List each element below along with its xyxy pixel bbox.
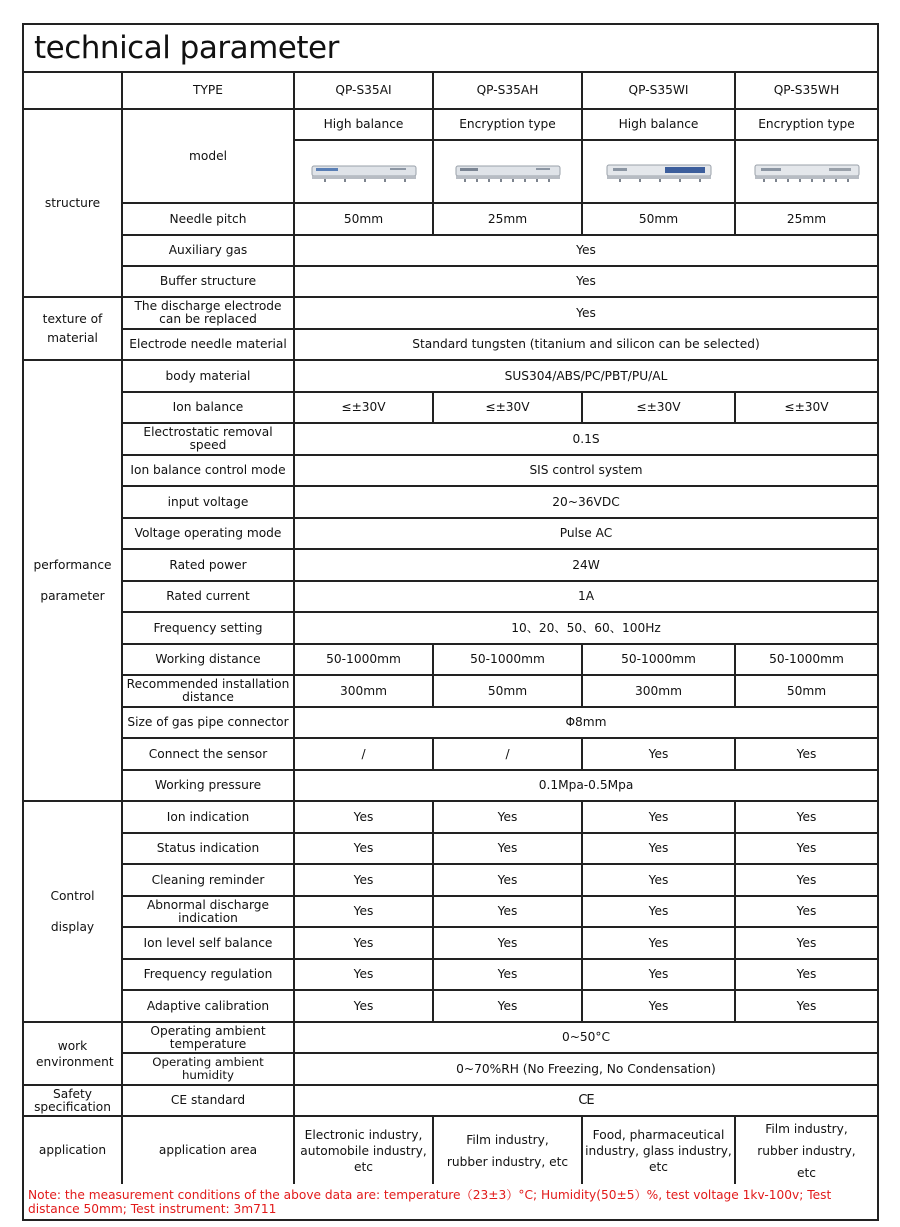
cell-value: / — [294, 738, 433, 770]
table-row — [24, 1022, 877, 1053]
cell-value: ≤±30V — [582, 392, 735, 423]
row-label-model: model — [122, 109, 294, 203]
row-label: The discharge electrode can be replaced — [122, 297, 294, 329]
table-row — [24, 235, 877, 266]
cell-value: Film industry, rubber industry, etc — [735, 1116, 877, 1184]
cell-value: Yes — [433, 833, 582, 864]
table-row — [24, 990, 877, 1022]
table-row — [24, 266, 877, 297]
row-label: Adaptive calibration — [122, 990, 294, 1022]
cell-value: Yes — [294, 896, 433, 927]
cell-value: High balance — [294, 109, 433, 140]
row-label: Size of gas pipe connector — [122, 707, 294, 738]
row-label: Electrostatic removal speed — [122, 423, 294, 455]
row-label: Connect the sensor — [122, 738, 294, 770]
cell-value: 50mm — [735, 675, 877, 707]
row-label: Working pressure — [122, 770, 294, 801]
cell-value: Standard tungsten (titanium and silicon can be selected) — [294, 329, 877, 360]
cell-value: Yes — [582, 927, 735, 959]
category-safety: Safety specification — [24, 1085, 122, 1116]
header-model-3: QP-S35WI — [582, 73, 735, 109]
category-structure: structure — [24, 109, 122, 297]
table-row — [24, 927, 877, 959]
measurement-note: Note: the measurement conditions of the above data are: temperature（23±3）°C; Humidity(50±5）%, test voltage 1kv-100v; Test distance 50mm; Test instrument: 3m711 — [28, 1188, 832, 1216]
ionizer-bar-image — [310, 161, 418, 183]
cell-value: Yes — [582, 833, 735, 864]
table-row — [24, 581, 877, 612]
category-performance: performance parameter — [24, 360, 122, 801]
category-application: application — [24, 1116, 122, 1184]
spec-sheet — [22, 23, 879, 1221]
cell-value: Yes — [294, 297, 877, 329]
cell-value: 300mm — [582, 675, 735, 707]
table-row — [24, 801, 877, 833]
cell-value: Yes — [735, 738, 877, 770]
table-row — [24, 1053, 877, 1085]
cell-value: Yes — [582, 801, 735, 833]
row-label: Auxiliary gas — [122, 235, 294, 266]
cell-value: SUS304/ABS/PC/PBT/PU/AL — [294, 360, 877, 392]
table-row — [24, 455, 877, 486]
table-row — [24, 297, 877, 329]
row-label: body material — [122, 360, 294, 392]
header-model-4: QP-S35WH — [735, 73, 877, 109]
row-label: Working distance — [122, 644, 294, 675]
cell-value: Pulse AC — [294, 518, 877, 549]
cell-value: Yes — [294, 927, 433, 959]
cell-value: Yes — [433, 864, 582, 896]
cell-value: 25mm — [433, 203, 582, 235]
cell-value: Yes — [582, 990, 735, 1022]
row-label: Rated power — [122, 549, 294, 581]
ionizer-bar-image — [454, 161, 562, 183]
product-image-cell — [582, 140, 735, 203]
cell-value: Yes — [294, 833, 433, 864]
table-row — [24, 486, 877, 518]
row-label: Recommended installation distance — [122, 675, 294, 707]
cell-value: ≤±30V — [735, 392, 877, 423]
table-row — [24, 864, 877, 896]
row-label: Voltage operating mode — [122, 518, 294, 549]
cell-value: 10、20、50、60、100Hz — [294, 612, 877, 644]
table-row — [24, 1085, 877, 1116]
cell-value: Yes — [735, 990, 877, 1022]
cell-value: Yes — [433, 959, 582, 990]
table-row — [24, 329, 877, 360]
cell-value: SIS control system — [294, 455, 877, 486]
row-label: Status indication — [122, 833, 294, 864]
row-label: Buffer structure — [122, 266, 294, 297]
cell-value: 0.1S — [294, 423, 877, 455]
cell-value: 50mm — [582, 203, 735, 235]
table-header-row — [24, 73, 877, 109]
cell-value: Yes — [582, 864, 735, 896]
ionizer-bar-image — [605, 161, 713, 183]
cell-value: Encryption type — [735, 109, 877, 140]
cell-value: High balance — [582, 109, 735, 140]
cell-value: 24W — [294, 549, 877, 581]
cell-value: Yes — [735, 833, 877, 864]
cell-value: Yes — [582, 738, 735, 770]
table-row — [24, 738, 877, 770]
cell-value: Φ8mm — [294, 707, 877, 738]
row-label: CE standard — [122, 1085, 294, 1116]
table-row — [24, 707, 877, 738]
cell-value: 0.1Mpa-0.5Mpa — [294, 770, 877, 801]
page-title: technical parameter — [24, 25, 877, 73]
ce-mark: CE — [294, 1085, 877, 1116]
cell-value: 0~50°C — [294, 1022, 877, 1053]
header-model-2: QP-S35AH — [433, 73, 582, 109]
header-model-1: QP-S35AI — [294, 73, 433, 109]
cell-value: Yes — [294, 990, 433, 1022]
table-row — [24, 612, 877, 644]
row-label: Abnormal discharge indication — [122, 896, 294, 927]
table-row — [24, 392, 877, 423]
table-row — [24, 675, 877, 707]
table-row — [24, 360, 877, 392]
row-label: Operating ambient humidity — [122, 1053, 294, 1085]
spec-table — [24, 73, 877, 1184]
row-label: input voltage — [122, 486, 294, 518]
cell-value: 0~70%RH (No Freezing, No Condensation) — [294, 1053, 877, 1085]
cell-value: 300mm — [294, 675, 433, 707]
product-image-cell — [735, 140, 877, 203]
table-row — [24, 203, 877, 235]
cell-value: 50-1000mm — [735, 644, 877, 675]
row-label: Operating ambient temperature — [122, 1022, 294, 1053]
table-row — [24, 644, 877, 675]
ionizer-bar-image — [753, 161, 861, 183]
table-row — [24, 549, 877, 581]
cell-value: 1A — [294, 581, 877, 612]
table-row — [24, 770, 877, 801]
cell-value: Yes — [735, 959, 877, 990]
product-image-cell — [294, 140, 433, 203]
row-label: Ion indication — [122, 801, 294, 833]
header-type-label: TYPE — [122, 73, 294, 109]
cell-value: 50mm — [294, 203, 433, 235]
cell-value: 50-1000mm — [582, 644, 735, 675]
row-label: Electrode needle material — [122, 329, 294, 360]
cell-value: 20~36VDC — [294, 486, 877, 518]
cell-value: Film industry, rubber industry, etc — [433, 1116, 582, 1184]
table-row — [24, 959, 877, 990]
cell-value: Encryption type — [433, 109, 582, 140]
cell-value: / — [433, 738, 582, 770]
category-texture: texture of material — [24, 297, 122, 360]
row-label: Ion balance control mode — [122, 455, 294, 486]
row-label: Frequency regulation — [122, 959, 294, 990]
table-row — [24, 1116, 877, 1184]
row-label: Needle pitch — [122, 203, 294, 235]
category-control: Control display — [24, 801, 122, 1022]
product-image-cell — [433, 140, 582, 203]
row-label: Frequency setting — [122, 612, 294, 644]
table-row — [24, 896, 877, 927]
cell-value: Food, pharmaceutical industry, glass industry, etc — [582, 1116, 735, 1184]
table-row — [24, 833, 877, 864]
row-label: Rated current — [122, 581, 294, 612]
table-row — [24, 518, 877, 549]
cell-value: Yes — [582, 896, 735, 927]
cell-value: Yes — [433, 801, 582, 833]
row-label: Ion level self balance — [122, 927, 294, 959]
row-label: Ion balance — [122, 392, 294, 423]
header-blank-cell — [24, 73, 122, 109]
cell-value: Yes — [735, 864, 877, 896]
cell-value: Yes — [735, 896, 877, 927]
row-label: Cleaning reminder — [122, 864, 294, 896]
cell-value: Yes — [735, 801, 877, 833]
cell-value: Yes — [294, 801, 433, 833]
row-label: application area — [122, 1116, 294, 1184]
table-row — [24, 423, 877, 455]
cell-value: 50mm — [433, 675, 582, 707]
cell-value: Electronic industry, automobile industry, etc — [294, 1116, 433, 1184]
cell-value: ≤±30V — [294, 392, 433, 423]
cell-value: Yes — [582, 959, 735, 990]
cell-value: Yes — [433, 990, 582, 1022]
cell-value: Yes — [433, 896, 582, 927]
category-work: work environment — [24, 1022, 122, 1085]
cell-value: Yes — [294, 959, 433, 990]
cell-value: Yes — [294, 266, 877, 297]
cell-value: Yes — [735, 927, 877, 959]
cell-value: 50-1000mm — [294, 644, 433, 675]
cell-value: Yes — [294, 235, 877, 266]
cell-value: 25mm — [735, 203, 877, 235]
cell-value: Yes — [294, 864, 433, 896]
table-row — [24, 109, 877, 140]
cell-value: ≤±30V — [433, 392, 582, 423]
cell-value: 50-1000mm — [433, 644, 582, 675]
cell-value: Yes — [433, 927, 582, 959]
